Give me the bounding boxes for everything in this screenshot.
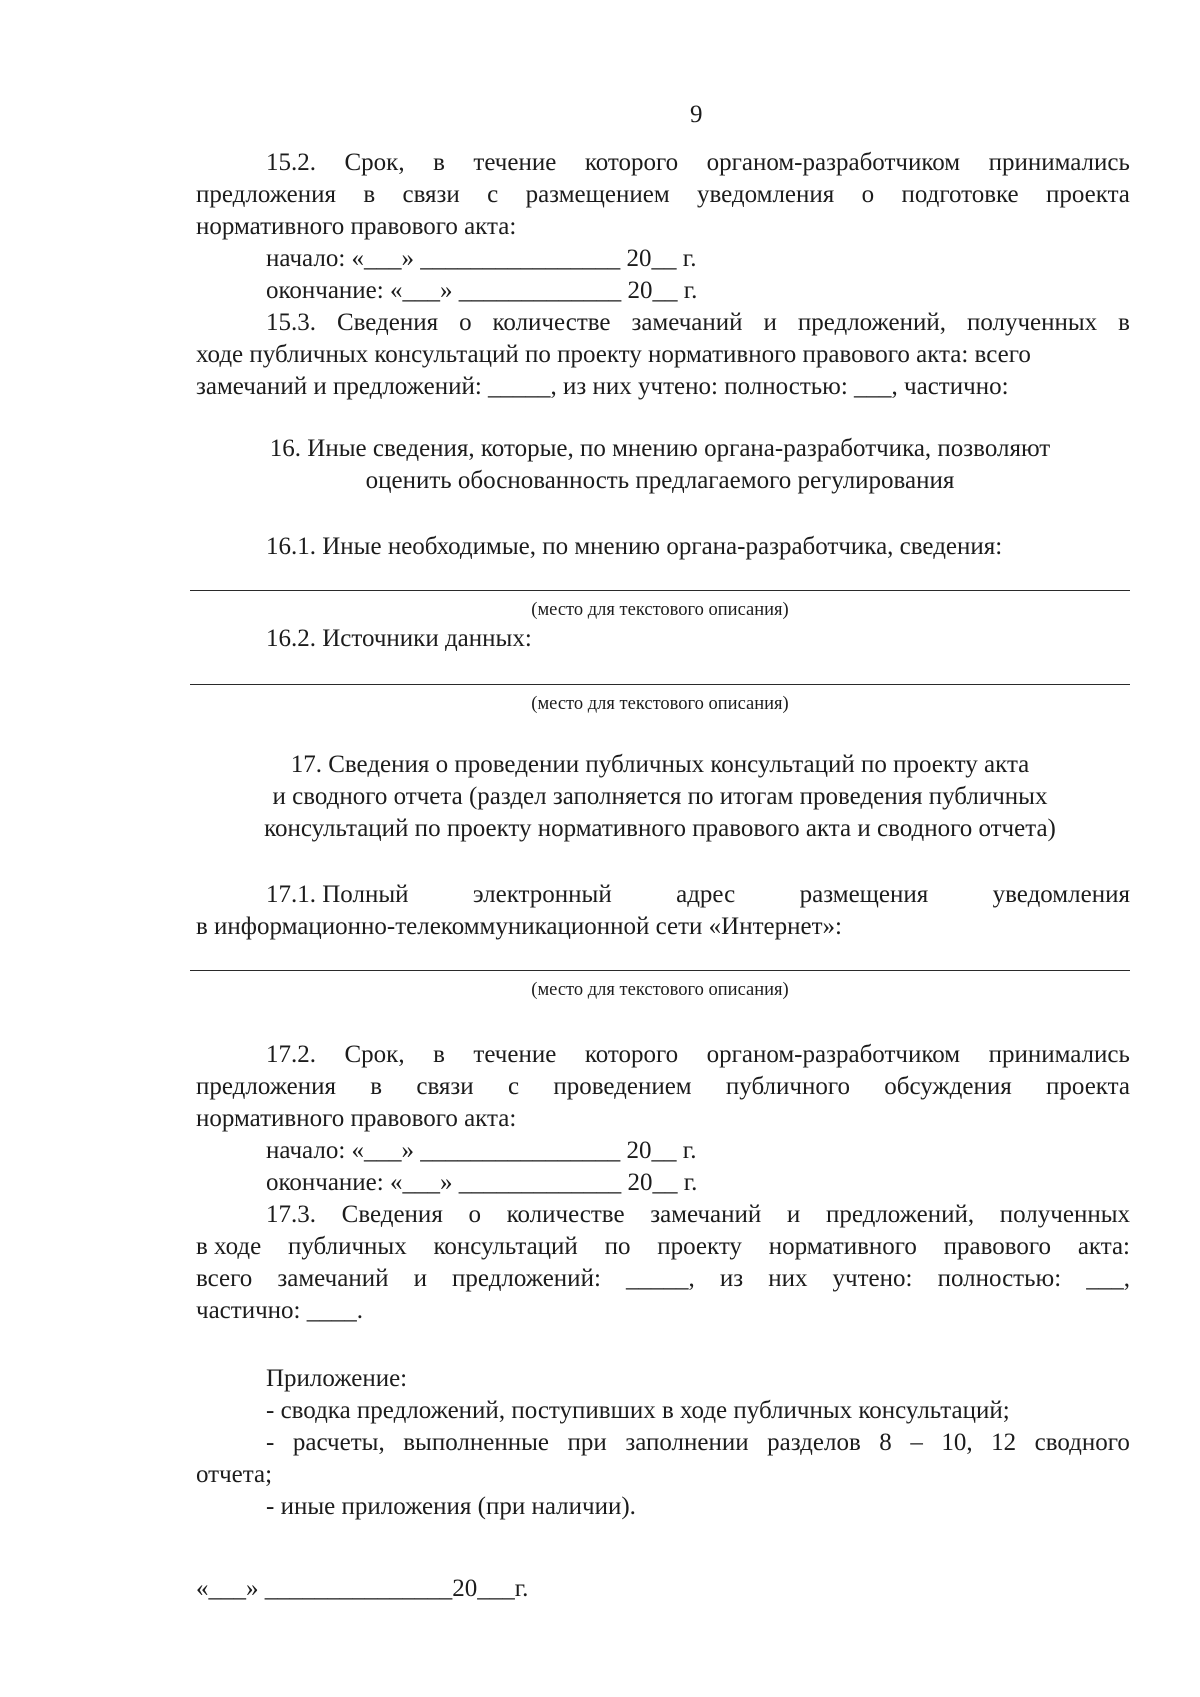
word: проекта <box>1046 1073 1130 1100</box>
s17-1-line2: в информационно-телекоммуникационной сети «Интернет»: <box>196 913 842 940</box>
word: замечаний <box>277 1265 389 1292</box>
word: проекту <box>657 1233 742 1260</box>
s15-2-start-date: начало: «___» ________________ 20__ г. <box>266 245 697 272</box>
s17-2-line2 <box>196 1072 1130 1102</box>
word: расчеты, <box>292 1429 385 1456</box>
s16-2-caption: (место для текстового описания) <box>531 694 789 714</box>
word: в <box>433 1041 445 1068</box>
word: акта: <box>1077 1233 1130 1260</box>
word: уведомления <box>696 181 835 208</box>
appendix-item-3: - иные приложения (при наличии). <box>266 1493 636 1520</box>
appendix-item-2-line1 <box>266 1428 1130 1458</box>
word: с <box>487 181 499 208</box>
word: адрес <box>676 881 736 908</box>
s17-1-fill-line <box>190 970 1130 971</box>
s16-1-text: 16.1. Иные необходимые, по мнению органа-разработчика, сведения: <box>266 533 1003 560</box>
word: с <box>507 1073 520 1100</box>
word: предложения <box>196 1073 337 1100</box>
s15-3-line2: ходе публичных консультаций по проекту нормативного правового акта: всего <box>196 341 1031 368</box>
word: полностью: <box>937 1265 1062 1292</box>
word: по <box>604 1233 631 1260</box>
word: в <box>433 149 445 176</box>
word: проекта <box>1045 181 1130 208</box>
word: них <box>768 1265 808 1292</box>
word: предложений, <box>797 309 946 336</box>
word: электронный <box>472 881 612 908</box>
word: о <box>468 1201 481 1228</box>
word: уведомления <box>992 881 1130 908</box>
word: публичных <box>287 1233 407 1260</box>
s15-2-end-date: окончание: «___» _____________ 20__ г. <box>266 277 698 304</box>
word: количестве <box>506 1201 625 1228</box>
word: которого <box>584 1041 679 1068</box>
s17-3-line4: частично: ____. <box>196 1297 363 1324</box>
s16-heading-line1: 16. Иные сведения, которые, по мнению органа-разработчика, позволяют <box>269 435 1051 462</box>
word: о <box>459 309 472 336</box>
word: 15.2. <box>266 149 316 176</box>
word: принимались <box>988 149 1130 176</box>
word: при <box>567 1429 607 1456</box>
word: сводного <box>1034 1429 1130 1456</box>
word: количестве <box>492 309 611 336</box>
word: Срок, <box>344 1041 405 1068</box>
word: Сведения <box>336 309 439 336</box>
word: и <box>763 309 777 336</box>
word: и <box>413 1265 427 1292</box>
word: из <box>719 1265 744 1292</box>
word: заполнении <box>625 1429 749 1456</box>
word: проведением <box>553 1073 692 1100</box>
s17-3-line1 <box>266 1200 1130 1230</box>
word: разделов <box>767 1429 861 1456</box>
word: предложений, <box>825 1201 975 1228</box>
word: – <box>910 1429 923 1456</box>
s16-2-text: 16.2. Источники данных: <box>266 625 532 652</box>
word: течение <box>473 1041 557 1068</box>
word: публичного <box>725 1073 850 1100</box>
s17-heading-line2: и сводного отчета (раздел заполняется по итогам проведения публичных <box>272 783 1048 810</box>
word: размещения <box>799 881 929 908</box>
word: в <box>363 181 376 208</box>
word: замечаний <box>631 309 743 336</box>
word: ___, <box>1086 1265 1130 1292</box>
word: в <box>1118 309 1130 336</box>
word: принимались <box>988 1041 1130 1068</box>
word: 8 <box>879 1429 892 1456</box>
word: связи <box>402 181 460 208</box>
s17-heading-line1: 17. Сведения о проведении публичных консультаций по проекту акта <box>290 751 1030 778</box>
word: полученных <box>966 309 1098 336</box>
word: и <box>786 1201 801 1228</box>
word: в ходе <box>196 1233 262 1260</box>
s17-2-end-date: окончание: «___» _____________ 20__ г. <box>266 1169 698 1196</box>
signature-date-line: «___» _______________20___г. <box>196 1575 529 1602</box>
word: о <box>861 181 875 208</box>
s17-2-start-date: начало: «___» ________________ 20__ г. <box>266 1137 697 1164</box>
word: размещением <box>525 181 670 208</box>
word: 15.3. <box>266 309 316 336</box>
word: 17.2. <box>266 1041 316 1068</box>
word: - <box>266 1429 275 1456</box>
word: подготовке <box>901 181 1019 208</box>
appendix-title: Приложение: <box>266 1365 408 1392</box>
s15-3-line3: замечаний и предложений: _____, из них учтено: полностью: ___, частично: <box>196 373 1009 400</box>
appendix-item-1: - сводка предложений, поступивших в ходе публичных консультаций; <box>266 1397 1010 1424</box>
page-number: 9 <box>690 101 703 128</box>
word: Срок, <box>344 149 405 176</box>
word: которого <box>584 149 679 176</box>
word: в <box>370 1073 383 1100</box>
word: 10, <box>941 1429 973 1456</box>
word: правового <box>943 1233 1052 1260</box>
word: Сведения <box>341 1201 443 1228</box>
s15-2-line3: нормативного правового акта: <box>196 213 517 240</box>
word: 17.1. Полный <box>266 881 409 908</box>
word: 12 <box>991 1429 1017 1456</box>
s17-2-line1 <box>266 1040 1130 1070</box>
s17-1-caption: (место для текстового описания) <box>531 980 789 1000</box>
s17-3-line3 <box>196 1264 1130 1294</box>
word: консультаций <box>433 1233 578 1260</box>
s15-2-line2 <box>196 180 1130 210</box>
s15-3-line1 <box>266 308 1130 338</box>
word: всего <box>196 1265 253 1292</box>
s16-heading-line2: оценить обоснованность предлагаемого регулирования <box>365 467 955 494</box>
s16-1-fill-line <box>190 590 1130 591</box>
word: выполненные <box>403 1429 549 1456</box>
word: органом-разработчиком <box>706 1041 961 1068</box>
word: течение <box>473 149 557 176</box>
word: замечаний <box>650 1201 762 1228</box>
s17-2-line3: нормативного правового акта: <box>196 1105 517 1132</box>
s17-3-line2 <box>196 1232 1130 1262</box>
word: учтено: <box>832 1265 913 1292</box>
s16-2-fill-line <box>190 684 1130 685</box>
s16-1-caption: (место для текстового описания) <box>531 600 789 620</box>
word: 17.3. <box>266 1201 316 1228</box>
s17-1-line1 <box>266 880 1130 910</box>
word: органом-разработчиком <box>706 149 961 176</box>
s15-2-line1 <box>266 148 1130 178</box>
word: обсуждения <box>884 1073 1012 1100</box>
word: связи <box>416 1073 474 1100</box>
word: _____, <box>625 1265 695 1292</box>
s17-heading-line3: консультаций по проекту нормативного правового акта и сводного отчета) <box>264 815 1056 842</box>
word: предложений: <box>452 1265 601 1292</box>
word: предложения <box>196 181 337 208</box>
word: полученных <box>999 1201 1130 1228</box>
word: нормативного <box>768 1233 917 1260</box>
appendix-item-2-line2: отчета; <box>196 1461 273 1488</box>
